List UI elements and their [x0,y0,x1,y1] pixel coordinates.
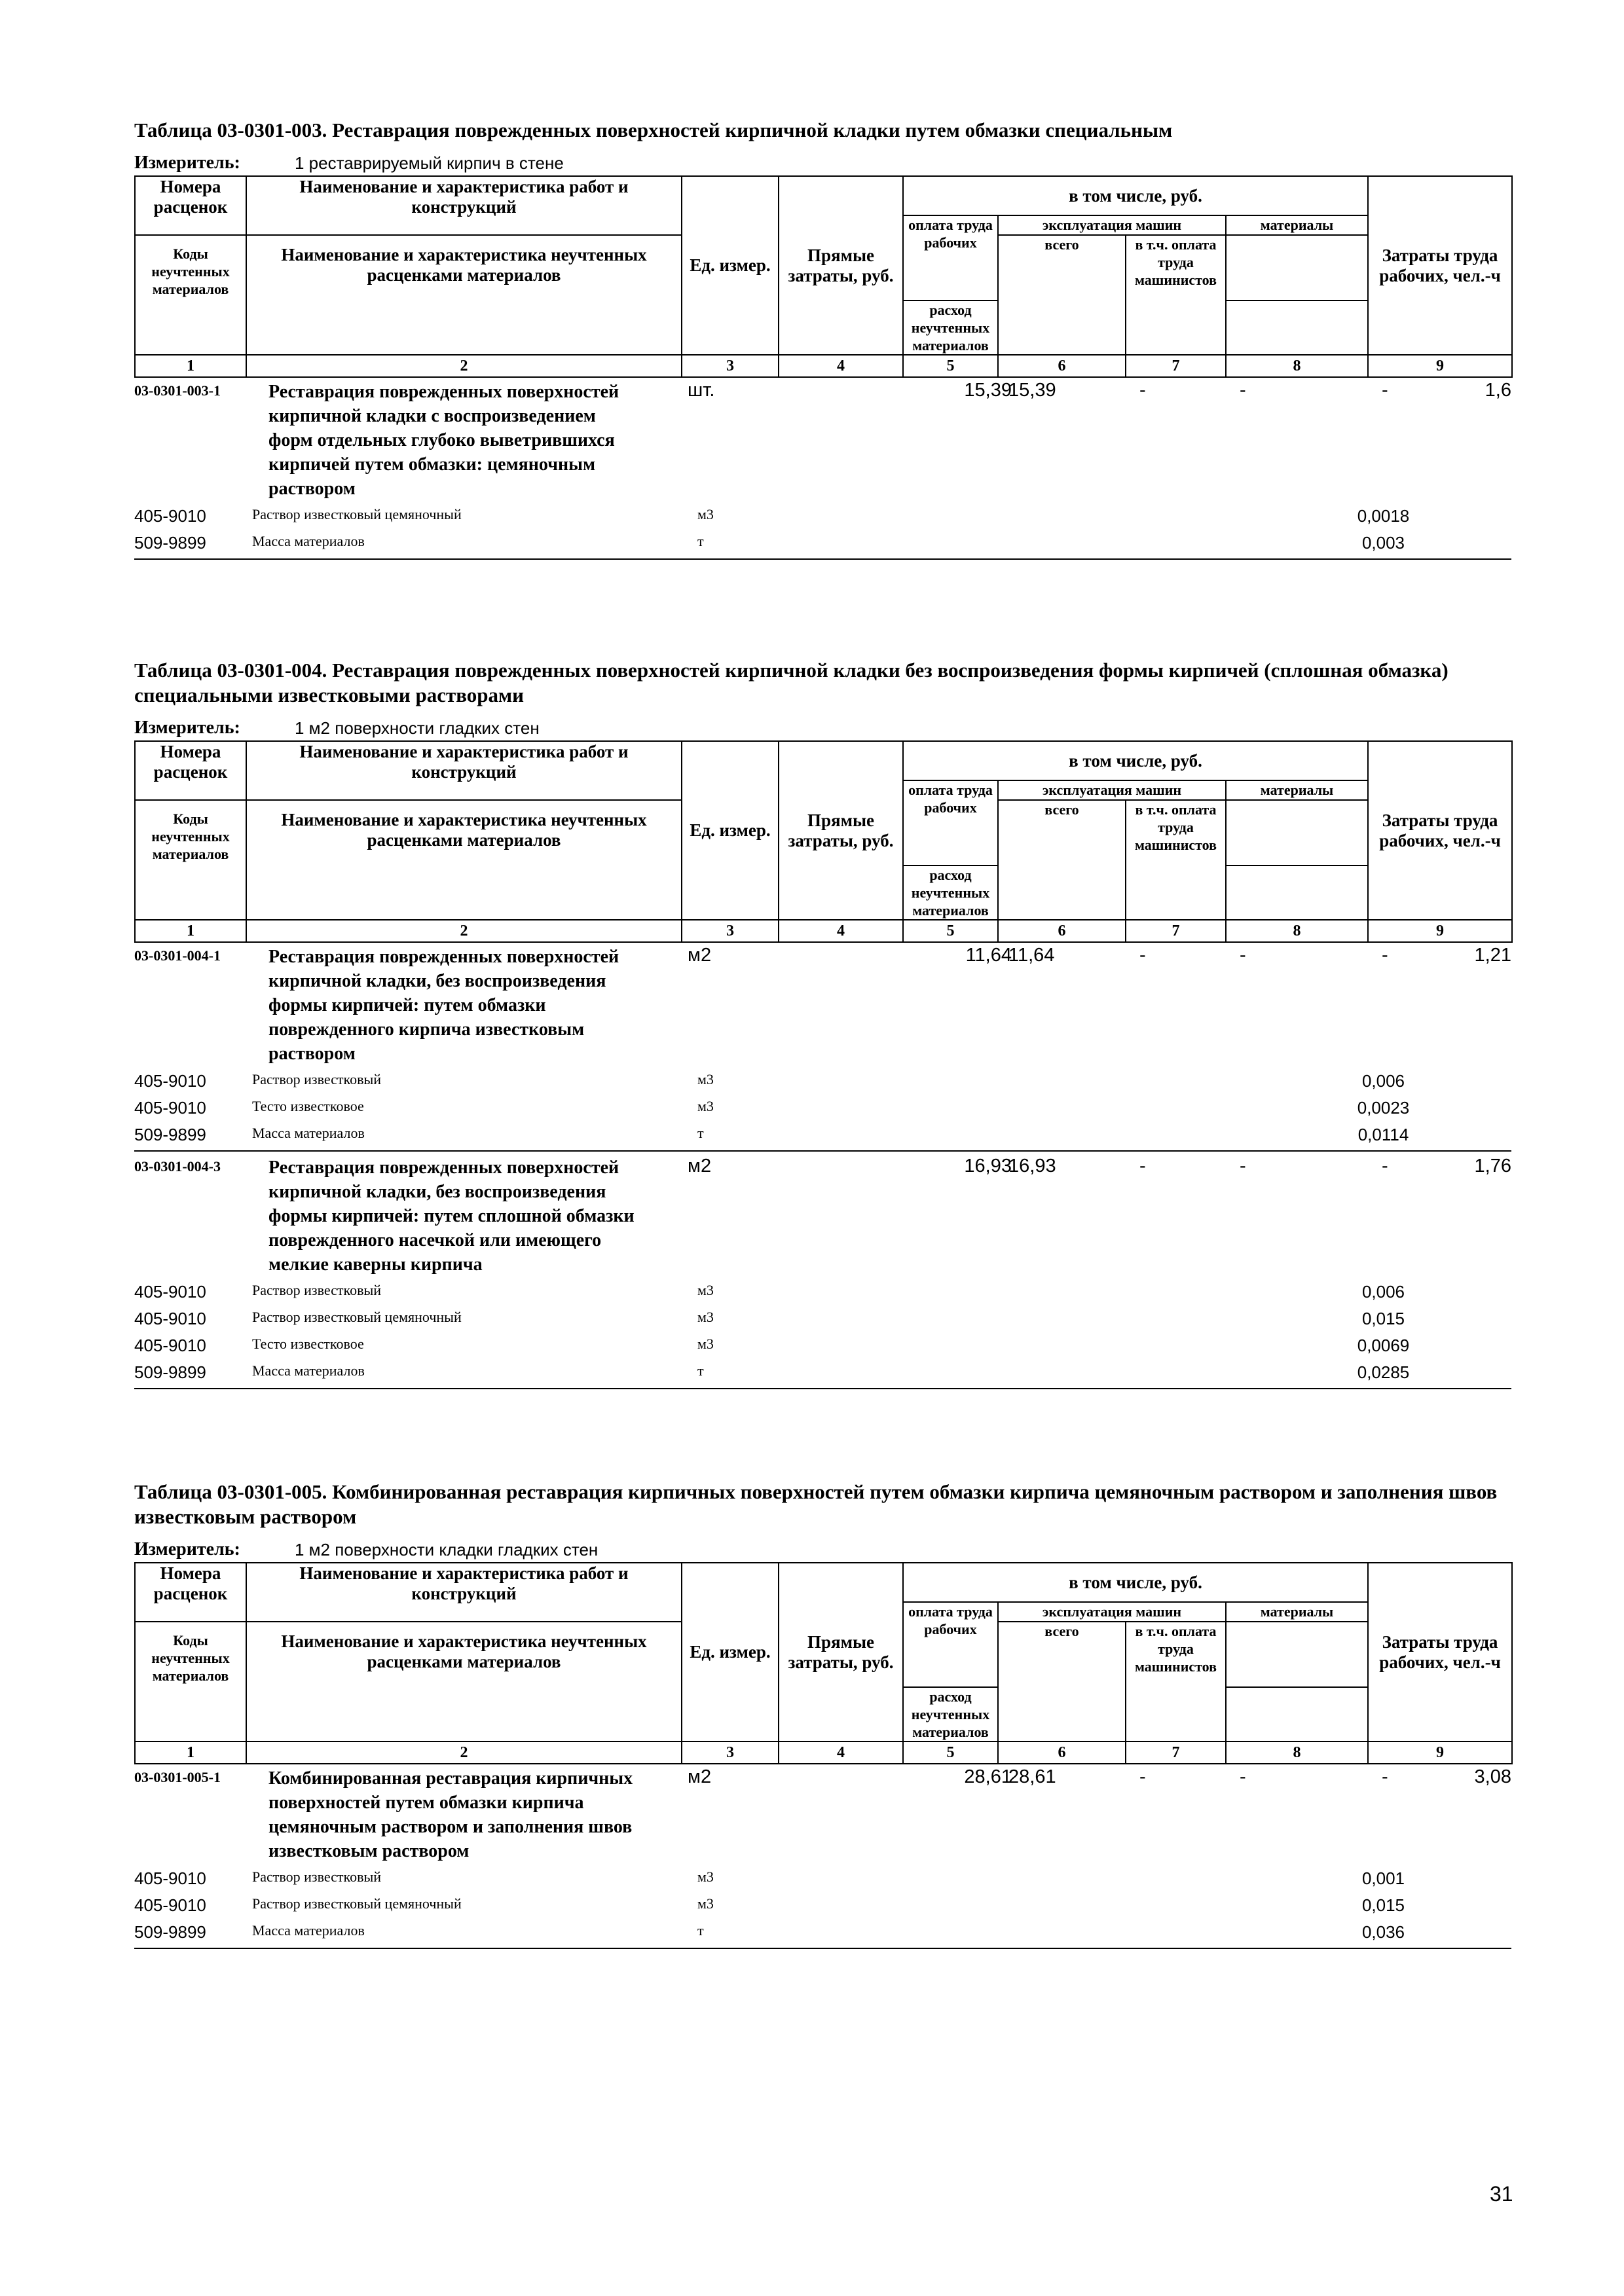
material-code: 405-9010 [134,506,206,526]
rate-trud: 1,76 [1474,1156,1511,1176]
rate-pryamye: 28,61 [964,1766,1012,1787]
material-row [134,1098,1511,1124]
col-materialy-empty [1226,235,1368,301]
rate-vsego: - [1139,945,1146,966]
material-unit: м3 [697,1071,714,1087]
col-nomera-header: Номера расценок [135,176,246,235]
material-code: 405-9010 [134,1336,206,1355]
col-naim-header: Наименование и характеристика работ и конструкций [246,1563,682,1622]
material-unit: м3 [697,1309,714,1325]
col-number-8: 8 [1226,355,1368,377]
col-materialy-empty [1226,1622,1368,1687]
col-number-2: 2 [246,920,682,942]
material-value: 0,015 [1361,1895,1405,1915]
rate-mat: - [1382,380,1388,401]
col-v-tom-chisle-header: в том числе, руб. [903,1563,1368,1602]
rate-description-line: кирпичей путем обмазки: цемяночным [268,454,596,475]
material-name: Масса материалов [252,533,365,549]
material-value: 0,006 [1361,1282,1405,1302]
rate-oplata: 28,61 [1008,1766,1056,1787]
material-code: 405-9010 [134,1895,206,1915]
col-vsego-header: всего [998,1622,1126,1741]
col-number-3: 3 [682,1741,779,1764]
material-name: Тесто известковое [252,1098,364,1114]
material-name: Раствор известковый цемяночный [252,1309,462,1325]
col-number-4: 4 [779,355,903,377]
izmeritel-label: Измеритель: [134,1539,240,1559]
table-header [134,740,1513,943]
material-unit: т [697,1922,704,1939]
rate-vtch: - [1240,1766,1246,1787]
table-title: Таблица 03-0301-005. Комбинированная реставрация кирпичных поверхностей путем обмазки кирпича цемяночным раствором и заполнения швов известковым раствором [134,1480,1498,1528]
material-unit: т [697,1362,704,1379]
material-value: 0,0285 [1357,1362,1410,1382]
col-number-6: 6 [998,1741,1126,1764]
table-title: Таблица 03-0301-004. Реставрация поврежденных поверхностей кирпичной кладки без воспроизведения формы кирпичей (сплошная обмазка) специальными известковыми растворами [134,659,1449,706]
rate-vsego: - [1139,1766,1146,1787]
rate-description-line: мелкие каверны кирпича [268,1254,483,1275]
rate-oplata: 11,64 [1008,945,1055,966]
material-unit: м3 [697,1282,714,1298]
col-ed-header: Ед. измер. [682,1563,779,1741]
material-code: 509-9899 [134,533,206,553]
col-materialy-empty [1226,800,1368,866]
rate-description-line: известковым раствором [268,1841,470,1861]
col-naim-neuch-header: Наименование и характеристика неучтенных расценками материалов [246,800,682,920]
izmeritel-label: Измеритель: [134,153,240,173]
material-unit: м3 [697,1336,714,1352]
col-number-5: 5 [903,1741,998,1764]
material-name: Раствор известковый [252,1282,382,1298]
col-pryamye-header: Прямые затраты, руб. [779,741,903,920]
col-nomera-header: Номера расценок [135,1563,246,1622]
rate-description-line: кирпичной кладки с воспроизведением [268,406,596,426]
col-number-6: 6 [998,355,1126,377]
rate-vtch: - [1240,945,1246,966]
table-header [134,1562,1513,1764]
rate-code: 03-0301-004-3 [134,1158,221,1175]
rate-description-line: раствором [268,479,356,499]
page-number: 31 [1490,2182,1513,2206]
rate-trud: 1,6 [1485,380,1511,401]
col-number-1: 1 [135,1741,246,1764]
col-oplata-header: оплата труда рабочих [903,780,998,866]
rate-description-line: Реставрация поврежденных поверхностей [268,947,619,967]
material-code: 405-9010 [134,1098,206,1118]
rate-description [268,945,681,1066]
col-pryamye-header: Прямые затраты, руб. [779,1563,903,1741]
col-materialy-header: материалы [1226,1602,1368,1622]
col-v-tom-chisle-header: в том числе, руб. [903,176,1368,215]
rate-description-line: форм отдельных глубоко выветрившихся [268,430,615,450]
material-value: 0,006 [1361,1071,1405,1091]
col-ekspl-header: эксплуатация машин [998,215,1226,235]
rate-description-line: Реставрация поврежденных поверхностей [268,382,619,402]
material-unit: м3 [697,1098,714,1114]
rate-vtch: - [1240,1156,1246,1176]
col-number-3: 3 [682,355,779,377]
col-vtch-header: в т.ч. оплата труда машинистов [1126,235,1226,355]
col-number-9: 9 [1368,920,1512,942]
material-value: 0,0114 [1357,1125,1409,1144]
izmeritel-value: 1 м2 поверхности гладких стен [295,718,540,738]
material-value: 0,001 [1361,1868,1405,1888]
material-row [134,1868,1511,1895]
rate-description-line: кирпичной кладки, без воспроизведения [268,971,606,991]
rate-oplata: 15,39 [1008,380,1056,401]
rate-description-line: кирпичной кладки, без воспроизведения [268,1182,606,1202]
rate-unit: м2 [688,945,712,966]
material-code: 509-9899 [134,1125,206,1144]
col-kody-header: Коды неучтенных материалов [135,235,246,355]
row-divider [134,1388,1511,1389]
rate-vsego: - [1139,380,1146,401]
rate-oplata: 16,93 [1008,1156,1056,1176]
rate-description-line: поврежденного кирпича известковым [268,1019,585,1040]
col-ed-header: Ед. измер. [682,176,779,355]
col-number-5: 5 [903,355,998,377]
rate-code: 03-0301-003-1 [134,382,221,399]
material-value: 0,0018 [1357,506,1410,526]
col-zatraty-header: Затраты труда рабочих, чел.-ч [1368,176,1512,355]
col-number-7: 7 [1126,920,1226,942]
material-row [134,1922,1511,1948]
col-vtch-header: в т.ч. оплата труда машинистов [1126,1622,1226,1741]
col-number-9: 9 [1368,1741,1512,1764]
material-name: Раствор известковый цемяночный [252,506,462,522]
row-divider [134,558,1511,560]
rate-trud: 3,08 [1474,1766,1511,1787]
col-vsego-header: всего [998,800,1126,920]
rate-description-line: формы кирпичей: путем сплошной обмазки [268,1206,635,1226]
material-row [134,1309,1511,1335]
material-row [134,506,1511,532]
rate-unit: м2 [688,1766,712,1787]
col-ed-header: Ед. измер. [682,741,779,920]
col-number-1: 1 [135,920,246,942]
row-divider [134,1150,1511,1152]
col-kody-header: Коды неучтенных материалов [135,800,246,920]
material-row [134,1336,1511,1362]
col-zatraty-header: Затраты труда рабочих, чел.-ч [1368,741,1512,920]
col-kody-header: Коды неучтенных материалов [135,1622,246,1741]
material-code: 509-9899 [134,1362,206,1382]
col-number-3: 3 [682,920,779,942]
col-materialy-header: материалы [1226,780,1368,800]
col-naim-header: Наименование и характеристика работ и конструкций [246,741,682,800]
material-name: Раствор известковый [252,1071,382,1087]
rate-description [268,1766,681,1863]
material-unit: м3 [697,1895,714,1912]
col-vtch-header: в т.ч. оплата труда машинистов [1126,800,1226,920]
rate-description-line: Реставрация поврежденных поверхностей [268,1157,619,1178]
izmeritel-value: 1 реставрируемый кирпич в стене [295,153,564,173]
rate-table-1 [134,118,1511,553]
rate-description [268,380,681,501]
material-unit: т [697,533,704,549]
material-name: Раствор известковый [252,1868,382,1885]
table-title: Таблица 03-0301-003. Реставрация поврежденных поверхностей кирпичной кладки путем обмазки специальным [134,118,1173,141]
col-number-7: 7 [1126,355,1226,377]
material-code: 405-9010 [134,1282,206,1302]
izmeritel [134,1539,599,1559]
rate-vtch: - [1240,380,1246,401]
material-value: 0,036 [1361,1922,1405,1942]
material-code: 405-9010 [134,1309,206,1328]
rate-pryamye: 16,93 [964,1156,1012,1176]
col-number-9: 9 [1368,355,1512,377]
col-materialy-header: материалы [1226,215,1368,235]
material-name: Масса материалов [252,1922,365,1939]
izmeritel-label: Измеритель: [134,718,240,738]
rate-vsego: - [1139,1156,1146,1176]
izmeritel [134,153,564,173]
rate-mat: - [1382,945,1388,966]
material-code: 509-9899 [134,1922,206,1942]
rate-pryamye: 11,64 [965,945,1012,966]
rate-trud: 1,21 [1474,945,1511,966]
col-pryamye-header: Прямые затраты, руб. [779,176,903,355]
col-zatraty-header: Затраты труда рабочих, чел.-ч [1368,1563,1512,1741]
col-number-2: 2 [246,355,682,377]
rate-mat: - [1382,1766,1388,1787]
material-value: 0,015 [1361,1309,1405,1328]
material-unit: т [697,1125,704,1141]
rate-description-line: поверхностей путем обмазки кирпича [268,1793,584,1813]
material-name: Масса материалов [252,1125,365,1141]
col-number-4: 4 [779,1741,903,1764]
rate-unit: шт. [688,380,715,401]
material-row [134,1362,1511,1389]
col-vsego-header: всего [998,235,1126,355]
material-value: 0,003 [1361,533,1405,553]
material-row [134,1895,1511,1922]
rate-code: 03-0301-005-1 [134,1769,221,1785]
col-number-2: 2 [246,1741,682,1764]
rate-description-line: Комбинированная реставрация кирпичных [268,1768,633,1789]
col-ekspl-header: эксплуатация машин [998,780,1226,800]
material-name: Тесто известковое [252,1336,364,1352]
col-naim-neuch-header: Наименование и характеристика неучтенных расценками материалов [246,235,682,355]
col-rashod-header: расход неучтенных материалов [903,866,998,920]
col-oplata-header: оплата труда рабочих [903,1602,998,1687]
izmeritel [134,718,540,738]
col-naim-neuch-header: Наименование и характеристика неучтенных расценками материалов [246,1622,682,1741]
rate-description-line: поврежденного насечкой или имеющего [268,1230,602,1250]
col-number-8: 8 [1226,920,1368,942]
col-number-7: 7 [1126,1741,1226,1764]
rate-description-line: цемяночным раствором и заполнения швов [268,1817,633,1837]
col-oplata-header: оплата труда рабочих [903,215,998,301]
material-row [134,533,1511,559]
rate-pryamye: 15,39 [964,380,1012,401]
rate-description-line: формы кирпичей: путем обмазки [268,995,546,1015]
row-divider [134,1948,1511,1949]
rate-table-3 [134,1480,1511,1942]
material-name: Раствор известковый цемяночный [252,1895,462,1912]
rate-mat: - [1382,1156,1388,1176]
izmeritel-value: 1 м2 поверхности кладки гладких стен [295,1540,599,1559]
col-number-4: 4 [779,920,903,942]
material-row [134,1282,1511,1308]
col-naim-header: Наименование и характеристика работ и конструкций [246,176,682,235]
col-rashod-header: расход неучтенных материалов [903,1687,998,1741]
col-v-tom-chisle-header: в том числе, руб. [903,741,1368,780]
col-number-6: 6 [998,920,1126,942]
material-value: 0,0069 [1357,1336,1410,1355]
rate-code: 03-0301-004-1 [134,947,221,964]
rate-description-line: раствором [268,1044,356,1064]
table-header [134,175,1513,378]
material-code: 405-9010 [134,1071,206,1091]
material-name: Масса материалов [252,1362,365,1379]
col-nomera-header: Номера расценок [135,741,246,800]
material-code: 405-9010 [134,1868,206,1888]
col-ekspl-header: эксплуатация машин [998,1602,1226,1622]
rate-table-2 [134,658,1511,1382]
material-unit: м3 [697,506,714,522]
material-unit: м3 [697,1868,714,1885]
col-number-1: 1 [135,355,246,377]
material-row [134,1071,1511,1097]
material-row [134,1125,1511,1151]
col-number-8: 8 [1226,1741,1368,1764]
material-value: 0,0023 [1357,1098,1410,1118]
rate-unit: м2 [688,1156,712,1176]
col-rashod-header: расход неучтенных материалов [903,301,998,355]
rate-description [268,1156,681,1277]
col-number-5: 5 [903,920,998,942]
